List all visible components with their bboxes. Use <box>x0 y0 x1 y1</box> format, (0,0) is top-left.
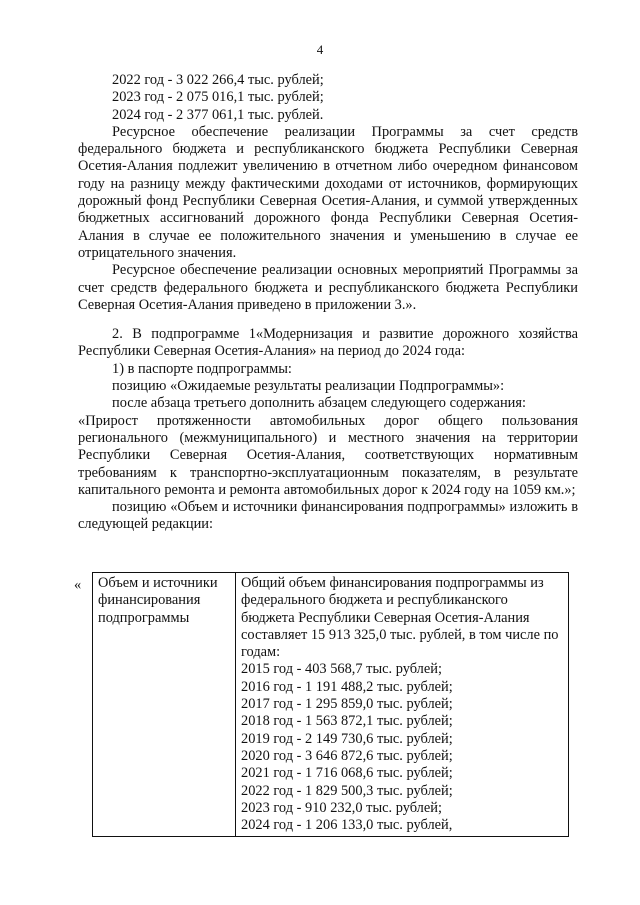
paragraph-add-after-third: после абзаца третьего дополнить абзацем следующего содержания: <box>112 395 526 412</box>
funding-content-cell <box>236 573 569 837</box>
paragraph-expected-results: позицию «Ожидаемые результаты реализации Подпрограммы»: <box>112 378 505 395</box>
funding-table <box>92 572 569 837</box>
paragraph-passport: 1) в паспорте подпрограммы: <box>112 360 292 377</box>
funding-year-2016: 2016 год - 1 191 488,2 тыс. рублей; <box>241 678 453 695</box>
funding-year-2022: 2022 год - 1 829 500,3 тыс. рублей; <box>241 782 453 799</box>
table-row <box>93 573 569 837</box>
funding-year-2015: 2015 год - 403 568,7 тыс. рублей; <box>241 661 442 678</box>
funding-line-2022: 2022 год - 3 022 266,4 тыс. рублей; <box>112 72 324 88</box>
funding-year-2020: 2020 год - 3 646 872,6 тыс. рублей; <box>241 747 453 764</box>
document-body <box>78 72 578 534</box>
funding-year-2024: 2024 год - 1 206 133,0 тыс. рублей, <box>241 817 453 834</box>
paragraph-funding-position: позицию «Объем и источники финансирования подпрограммы» изложить в следующей редакции: <box>78 499 578 533</box>
paragraph-resource-increase: Ресурсное обеспечение реализации Программы за счет средств федерального бюджета и республиканского бюджета Республики Северная Осетия-Алания подлежит увеличению в отчетном либо очередном финансовом году на разницу между фактическими доходами от источников, формирующих дорожный фонд Республики Северная Осетия-Алания, и суммой утвержденных бюджетных ассигнований дорожного фонда Республики Северная Осетия-Алания в случае ее положительного значения и уменьшению в случае ее отрицательного значения. <box>78 123 578 261</box>
funding-year-2021: 2021 год - 1 716 068,6 тыс. рублей; <box>241 765 453 782</box>
paragraph-resource-appendix: Ресурсное обеспечение реализации основных мероприятий Программы за счет средств федерального бюджета и республиканского бюджета Республики Северная Осетия-Алания приведено в приложении 3.». <box>78 262 578 313</box>
funding-line-2024: 2024 год - 2 377 061,1 тыс. рублей. <box>112 106 324 123</box>
paragraph-subprogram-1: 2. В подпрограмме 1«Модернизация и развитие дорожного хозяйства Республики Северная Осетия-Алания» на период до 2024 года: <box>78 326 578 360</box>
funding-label-cell: Объем и источники финансирования подпрограммы <box>93 573 236 837</box>
funding-year-2018: 2018 год - 1 563 872,1 тыс. рублей; <box>241 713 453 730</box>
funding-year-2023: 2023 год - 910 232,0 тыс. рублей; <box>241 799 442 816</box>
funding-year-2019: 2019 год - 2 149 730,6 тыс. рублей; <box>241 730 453 747</box>
paragraph-road-increase-quote: «Прирост протяженности автомобильных дорог общего пользования регионального (межмуниципального) и местного значения на территории Республики Северная Осетия-Алания, соответствующих нормативным требованиям к транспортно-эксплуатационным показателям, в результате капитального ремонта и ремонта автомобильных дорог к 2024 году на 1059 км.»; <box>78 412 578 498</box>
funding-year-2017: 2017 год - 1 295 859,0 тыс. рублей; <box>241 696 453 713</box>
funding-line-2023: 2023 год - 2 075 016,1 тыс. рублей; <box>112 89 324 106</box>
funding-summary: Общий объем финансирования подпрограммы из федерального бюджета и республиканского бюджета Республики Северная Осетия-Алания составляет 15 913 325,0 тыс. рублей, в том числе по годам: <box>241 575 559 661</box>
opening-quote: « <box>74 577 82 593</box>
page-number: 4 <box>316 42 324 57</box>
